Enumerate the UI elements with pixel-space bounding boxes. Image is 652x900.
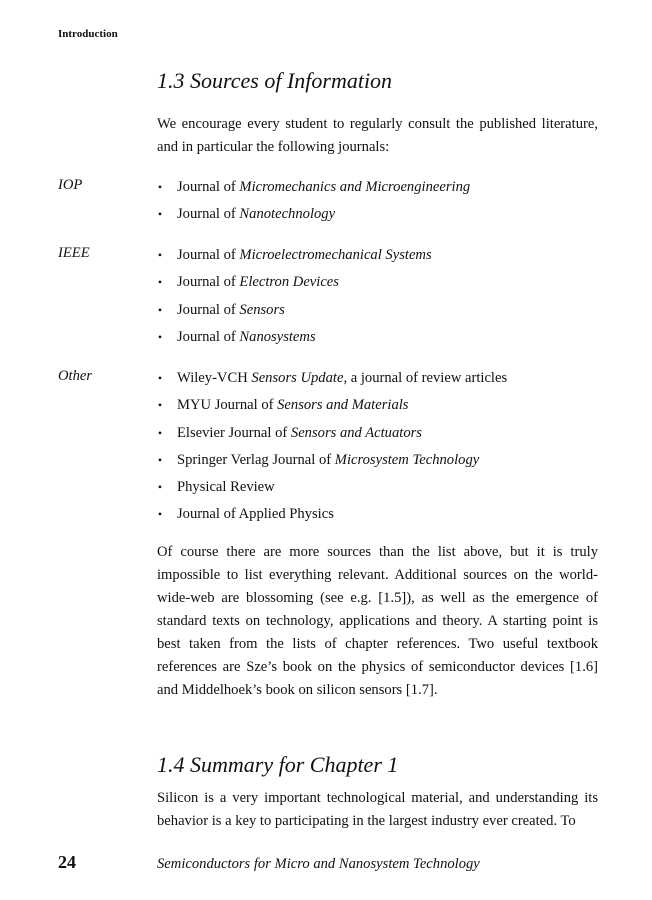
bullet-icon: • xyxy=(157,507,163,522)
bullet-icon: • xyxy=(157,371,163,385)
bullet-icon: • xyxy=(157,248,163,262)
journal-item: • Journal of Applied Physics xyxy=(157,506,334,523)
bullet-icon: • xyxy=(157,302,163,317)
bullet-icon: • xyxy=(157,329,163,344)
journal-item: • Journal of Sensors xyxy=(157,301,285,318)
journal-item: • Journal of Microelectromechanical Systems xyxy=(157,247,432,263)
journal-list-other xyxy=(157,368,598,532)
journal-list-iop xyxy=(157,177,598,232)
journal-list-ieee xyxy=(157,245,598,354)
group-label-other: Other xyxy=(58,368,93,384)
running-head: Introduction xyxy=(58,28,118,40)
journal-item: • Springer Verlag Journal of Microsystem Technology xyxy=(157,451,480,468)
journal-item: • Journal of Nanotechnology xyxy=(157,206,336,223)
bullet-icon: • xyxy=(157,207,163,222)
intro-paragraph: We encourage every student to regularly consult the published literature, and in particular the following journals: xyxy=(157,116,598,155)
summary-paragraph: Silicon is a very important technological material, and understanding its behavior is a key to participating in the largest industry ever created. To xyxy=(157,790,598,829)
journal-item: • MYU Journal of Sensors and Materials xyxy=(157,397,409,414)
journal-item: • Journal of Nanosystems xyxy=(157,328,316,345)
journal-item: • Elsevier Journal of Sensors and Actuators xyxy=(157,424,422,441)
journal-item: • Wiley-VCH Sensors Update, a journal of review articles xyxy=(157,370,508,386)
bullet-icon: • xyxy=(157,398,163,413)
section-title-1-3: 1.3 Sources of Information xyxy=(157,68,393,93)
footer-book-title: Semiconductors for Micro and Nanosystem Technology xyxy=(157,856,480,872)
bullet-icon: • xyxy=(157,275,163,290)
group-label-ieee: IEEE xyxy=(58,245,90,261)
journal-item: • Journal of Micromechanics and Microengineering xyxy=(157,179,471,195)
journal-item: • Physical Review xyxy=(157,479,275,496)
closing-paragraph: Of course there are more sources than the list above, but it is truly impossible to list everything relevant. Additional sources on the world-wide-web are blossoming (see e.g. [1.5]), as well as the emergence of standard texts on technology, applications and theory. A starting point is best taken from the lists of chapter references. Two useful textbook references are Sze’s book on the physics of semiconductor devices [1.6] and Middelhoek’s book on silicon sensors [1.7]. xyxy=(157,544,598,698)
journal-item: • Journal of Electron Devices xyxy=(157,274,339,291)
page-number: 24 xyxy=(58,852,76,872)
group-label-iop: IOP xyxy=(58,177,83,193)
section-title-1-4: 1.4 Summary for Chapter 1 xyxy=(157,752,399,777)
bullet-icon: • xyxy=(157,452,163,467)
bullet-icon: • xyxy=(157,480,163,495)
bullet-icon: • xyxy=(157,425,163,440)
bullet-icon: • xyxy=(157,180,163,194)
